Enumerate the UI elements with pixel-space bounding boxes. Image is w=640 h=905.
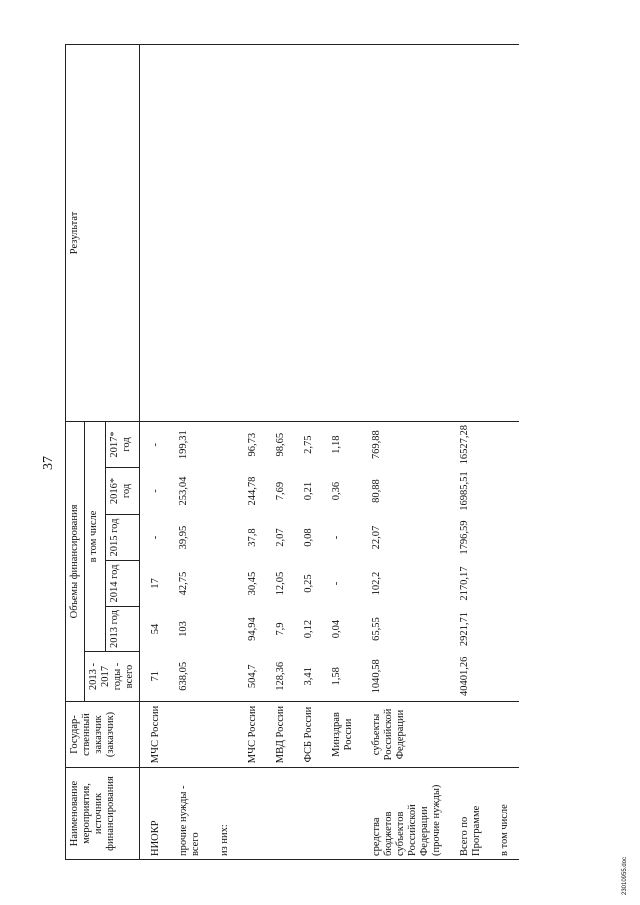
cell-y2014: 0,25 xyxy=(302,574,314,593)
cell-result xyxy=(491,44,519,421)
header-name: Наименование мероприятия, источник финансирования xyxy=(66,768,140,860)
cell-total xyxy=(211,652,239,702)
cell-customer xyxy=(170,702,210,768)
cell-y2014: 12,05 xyxy=(274,571,286,596)
cell-total: 1,58 xyxy=(323,652,363,702)
cell-y2017: 96,73 xyxy=(246,432,258,457)
cell-total: 638,05 xyxy=(170,652,210,702)
cell-y2017 xyxy=(211,421,239,467)
cell-total: 504,7 xyxy=(239,652,267,702)
cell-name xyxy=(323,768,363,860)
cell-y2015: - xyxy=(150,535,162,540)
cell-customer: МЧС России xyxy=(239,702,267,768)
table-row xyxy=(295,44,323,859)
header-volumes: Объемы финансирования xyxy=(66,421,85,701)
cell-y2013: 54 xyxy=(150,623,162,635)
cell-y2016 xyxy=(491,468,519,515)
cell-y2013: 94,94 xyxy=(246,617,258,641)
header-2017: 2017* год xyxy=(106,421,140,467)
cell-name: Всего по Программе xyxy=(451,768,491,860)
cell-y2015 xyxy=(211,515,239,561)
cell-y2013 xyxy=(211,607,239,652)
cell-name xyxy=(267,768,295,860)
cell-y2015 xyxy=(491,515,519,561)
cell-y2015: 1796,59 xyxy=(459,520,471,555)
cell-y2014: 30,45 xyxy=(246,571,258,596)
table-row xyxy=(491,44,519,859)
table-row xyxy=(239,44,267,859)
cell-name: прочие нужды - всего xyxy=(170,768,210,860)
cell-y2013: 0,12 xyxy=(302,619,314,639)
table-row xyxy=(140,44,171,859)
cell-name xyxy=(295,768,323,860)
table-row xyxy=(363,44,451,859)
cell-customer: ФСБ России xyxy=(295,702,323,768)
table-body xyxy=(140,44,520,859)
cell-customer: Минздрав России xyxy=(323,702,363,768)
header-2014: 2014 год xyxy=(106,561,140,607)
cell-y2017: 98,65 xyxy=(274,432,286,457)
cell-result xyxy=(363,44,451,421)
cell-total: 71 xyxy=(140,652,171,702)
cell-y2015: 37,8 xyxy=(246,528,258,547)
cell-total: 3,41 xyxy=(295,652,323,702)
cell-y2016: 80,88 xyxy=(370,479,382,503)
cell-y2017: 199,31 xyxy=(178,430,190,460)
cell-y2016: 7,69 xyxy=(274,481,286,501)
cell-name: средства бюджетов субъектов Российской Федерации (прочие нужды) xyxy=(363,768,451,860)
cell-y2014: 42,75 xyxy=(178,571,190,596)
cell-y2016: 253,04 xyxy=(178,476,190,506)
cell-y2017: - xyxy=(150,442,162,447)
cell-y2017 xyxy=(491,421,519,467)
footer-filename: 23010955.doc xyxy=(622,856,628,895)
page-number: 37 xyxy=(41,456,56,470)
cell-customer: субъекты Российской Федерации xyxy=(363,702,451,768)
cell-total: 1040,58 xyxy=(363,652,451,702)
cell-customer xyxy=(451,702,491,768)
table-row xyxy=(211,44,239,859)
rotated-table-area xyxy=(41,45,585,860)
cell-result xyxy=(239,44,267,421)
cell-result xyxy=(267,44,295,421)
cell-y2013: 65,55 xyxy=(370,617,382,641)
cell-total xyxy=(491,652,519,702)
cell-y2017: 2,75 xyxy=(302,435,314,454)
cell-y2017: 769,88 xyxy=(370,430,382,460)
cell-name xyxy=(239,768,267,860)
cell-y2017: 16527,28 xyxy=(459,425,471,465)
cell-total: 128,36 xyxy=(267,652,295,702)
cell-result xyxy=(295,44,323,421)
cell-customer xyxy=(211,702,239,768)
cell-customer xyxy=(491,702,519,768)
header-customer: Государ-ственный заказчик (заказчик) xyxy=(66,702,140,768)
header-result: Результат xyxy=(66,44,140,421)
cell-y2016: - xyxy=(150,489,162,493)
cell-y2015: 22,07 xyxy=(370,525,382,550)
header-2016: 2016* год xyxy=(106,468,140,515)
cell-y2015: 0,08 xyxy=(302,528,314,547)
table-row xyxy=(451,44,491,859)
cell-y2015: 2,07 xyxy=(274,528,286,547)
cell-y2014: 102,2 xyxy=(370,571,382,596)
cell-y2015: - xyxy=(330,535,342,540)
cell-y2013: 2921,71 xyxy=(459,611,471,647)
financing-table xyxy=(65,44,519,860)
cell-y2016: 16985,51 xyxy=(459,471,471,511)
cell-customer: МВД России xyxy=(267,702,295,768)
cell-y2016: 0,21 xyxy=(302,481,314,501)
cell-y2014 xyxy=(211,561,239,607)
cell-y2014: - xyxy=(330,581,342,586)
cell-y2015: 39,95 xyxy=(178,525,190,550)
table-row xyxy=(267,44,295,859)
cell-customer: МЧС России xyxy=(140,702,171,768)
cell-result xyxy=(211,44,239,421)
cell-y2013: 7,9 xyxy=(274,622,286,636)
cell-name: из них: xyxy=(211,768,239,860)
header-2015: 2015 год xyxy=(106,515,140,561)
header-2013: 2013 год xyxy=(106,607,140,652)
cell-result xyxy=(170,44,210,421)
cell-result xyxy=(323,44,363,421)
cell-result xyxy=(451,44,491,421)
table-row xyxy=(323,44,363,859)
cell-result xyxy=(140,44,171,421)
cell-y2016 xyxy=(211,468,239,515)
cell-y2014 xyxy=(491,561,519,607)
header-total: 2013 - 2017 годы - всего xyxy=(85,652,140,702)
cell-total: 40401,26 xyxy=(451,652,491,702)
header-including: в том числе xyxy=(85,421,106,651)
cell-y2016: 0,36 xyxy=(330,481,342,501)
cell-name: НИОКР xyxy=(140,768,171,860)
cell-y2014: 17 xyxy=(150,578,162,589)
table-row xyxy=(170,44,210,859)
cell-y2014: 2170,17 xyxy=(459,566,471,601)
cell-name: в том числе xyxy=(491,768,519,860)
cell-y2013 xyxy=(491,607,519,652)
cell-y2013: 103 xyxy=(178,621,190,637)
cell-y2016: 244,78 xyxy=(246,476,258,506)
cell-y2013: 0,04 xyxy=(330,619,342,639)
cell-y2017: 1,18 xyxy=(330,435,342,454)
